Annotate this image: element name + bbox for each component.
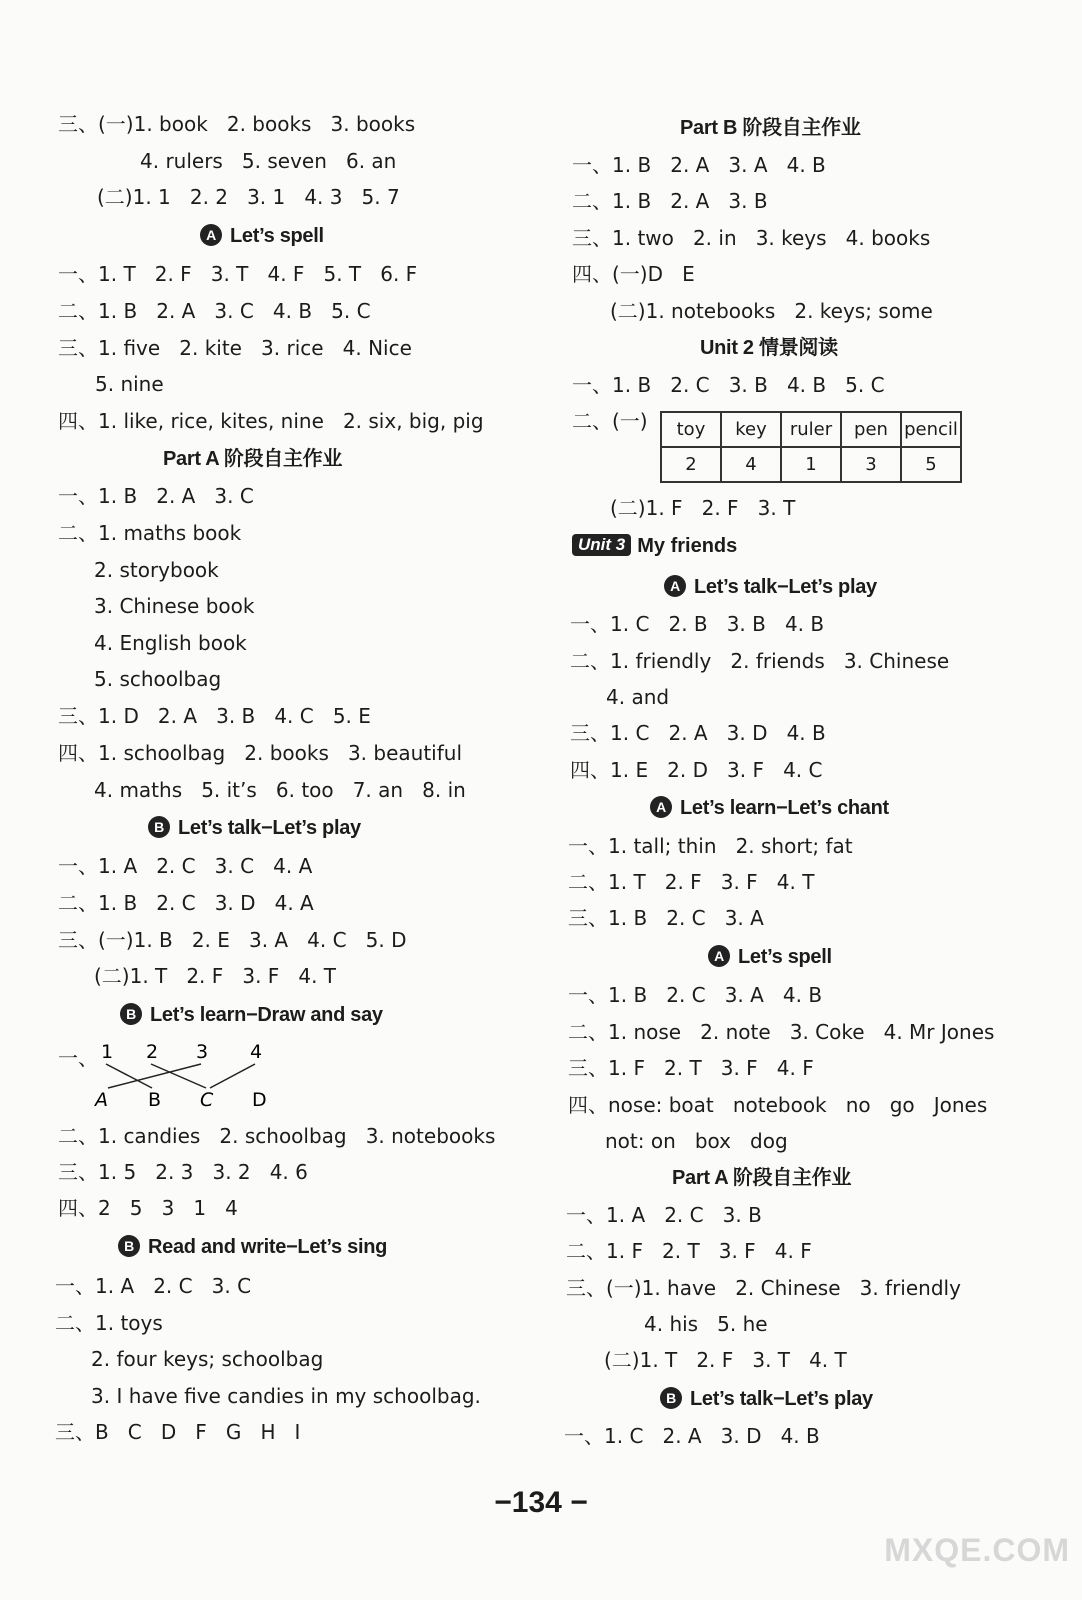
answer-line: 一、1. B 2. A 3. A 4. B bbox=[572, 153, 826, 177]
match-line bbox=[108, 1064, 201, 1088]
answer-line: 四、(一)D E bbox=[572, 262, 695, 286]
section-heading: B Let’s talk−Let’s play bbox=[660, 1385, 873, 1413]
answer-line: 一、1. A 2. C 3. C 4. A bbox=[58, 854, 313, 878]
answer-line: 一、1. B 2. C 3. A 4. B bbox=[568, 983, 823, 1007]
answer-line: 一、1. tall; thin 2. short; fat bbox=[568, 834, 853, 858]
answer-line: 二、1. B 2. A 3. C 4. B 5. C bbox=[58, 299, 371, 323]
section-badge-icon: B bbox=[660, 1387, 682, 1409]
answer-line: 3. I have five candies in my schoolbag. bbox=[91, 1384, 481, 1408]
answer-line: not: on box dog bbox=[605, 1129, 788, 1153]
unit-badge: Unit 3 bbox=[572, 534, 631, 556]
table-header-cell: pencil bbox=[901, 412, 961, 447]
answer-line: 2. four keys; schoolbag bbox=[91, 1347, 324, 1371]
answer-line: 四、1. E 2. D 3. F 4. C bbox=[570, 758, 823, 782]
answer-line: 三、(一)1. have 2. Chinese 3. friendly bbox=[566, 1276, 961, 1300]
answer-line: 一、1. T 2. F 3. T 4. F 5. T 6. F bbox=[58, 262, 418, 286]
section-heading: B Let’s learn−Draw and say bbox=[120, 1001, 383, 1029]
section-heading: A Let’s spell bbox=[708, 943, 832, 971]
section-heading: Part B 阶段自主作业 bbox=[680, 117, 861, 139]
table-row bbox=[661, 447, 961, 482]
table-cell: 1 bbox=[781, 447, 841, 482]
answer-line: 4. and bbox=[606, 685, 670, 709]
answer-line: (二)1. 1 2. 2 3. 1 4. 3 5. 7 bbox=[97, 185, 400, 209]
answer-line: 2. storybook bbox=[94, 558, 219, 582]
answer-line: 三、1. five 2. kite 3. rice 4. Nice bbox=[58, 336, 412, 360]
answer-line: 5. nine bbox=[95, 372, 164, 396]
table-header-cell: key bbox=[721, 412, 781, 447]
answer-line: 三、1. D 2. A 3. B 4. C 5. E bbox=[58, 704, 371, 728]
section-badge-icon: B bbox=[148, 816, 170, 838]
answer-line: 二、1. candies 2. schoolbag 3. notebooks bbox=[58, 1124, 496, 1148]
answer-line: 二、1. T 2. F 3. F 4. T bbox=[568, 870, 815, 894]
match-bottom-label: D bbox=[252, 1089, 267, 1111]
answer-line: 4. English book bbox=[94, 631, 247, 655]
table-header-cell: toy bbox=[661, 412, 721, 447]
section-badge-icon: A bbox=[664, 575, 686, 597]
answer-line: 三、(一)1. book 2. books 3. books bbox=[58, 112, 416, 136]
answer-line: (二)1. T 2. F 3. T 4. T bbox=[604, 1348, 847, 1372]
match-line bbox=[210, 1064, 255, 1088]
answer-line: 三、1. B 2. C 3. A bbox=[568, 906, 764, 930]
matching-diagram bbox=[88, 1038, 278, 1112]
answer-line: 一、 bbox=[58, 1046, 98, 1070]
answer-line: 三、B C D F G H I bbox=[55, 1420, 301, 1444]
answer-line: 4. maths 5. it’s 6. too 7. an 8. in bbox=[94, 778, 466, 802]
section-badge-icon: B bbox=[120, 1003, 142, 1025]
answer-line: 三、(一)1. B 2. E 3. A 4. C 5. D bbox=[58, 928, 407, 952]
answer-line: 3. Chinese book bbox=[94, 594, 255, 618]
section-heading: B Read and write−Let’s sing bbox=[118, 1233, 387, 1261]
table-cell: 4 bbox=[721, 447, 781, 482]
answer-line: (二)1. T 2. F 3. F 4. T bbox=[94, 964, 337, 988]
table-header-cell: ruler bbox=[781, 412, 841, 447]
answer-line: 4. his 5. he bbox=[644, 1312, 768, 1336]
answer-line: 四、2 5 3 1 4 bbox=[58, 1196, 238, 1220]
answer-table bbox=[660, 411, 962, 483]
match-top-label: 4 bbox=[250, 1041, 263, 1063]
answer-line: 二、1. nose 2. note 3. Coke 4. Mr Jones bbox=[568, 1020, 995, 1044]
section-heading: B Let’s talk−Let’s play bbox=[148, 814, 361, 842]
answer-line: (二)1. F 2. F 3. T bbox=[610, 496, 796, 520]
table-cell: 5 bbox=[901, 447, 961, 482]
match-bottom-label: A bbox=[95, 1089, 108, 1111]
answer-line: 二、1. F 2. T 3. F 4. F bbox=[566, 1239, 812, 1263]
table-header-cell: pen bbox=[841, 412, 901, 447]
answer-line: 二、1. B 2. A 3. B bbox=[572, 189, 768, 213]
answer-line: 一、1. C 2. B 3. B 4. B bbox=[570, 612, 825, 636]
section-badge-icon: A bbox=[650, 796, 672, 818]
answer-line: 二、1. B 2. C 3. D 4. A bbox=[58, 891, 314, 915]
answer-line: 一、1. C 2. A 3. D 4. B bbox=[564, 1424, 820, 1448]
unit-heading: Unit 3 My friends bbox=[572, 532, 737, 560]
section-heading: A Let’s learn−Let’s chant bbox=[650, 794, 889, 822]
section-heading: Part A 阶段自主作业 bbox=[672, 1167, 852, 1189]
answer-line: 四、1. schoolbag 2. books 3. beautiful bbox=[58, 741, 463, 765]
section-badge-icon: B bbox=[118, 1235, 140, 1257]
answer-line: 四、1. like, rice, kites, nine 2. six, big, pig bbox=[58, 409, 484, 433]
answer-line: 三、1. 5 2. 3 3. 2 4. 6 bbox=[58, 1160, 308, 1184]
answer-line: 二、(一) bbox=[572, 409, 648, 433]
table-row bbox=[661, 412, 961, 447]
match-bottom-label: C bbox=[200, 1089, 214, 1111]
page-number: −134 − bbox=[494, 1486, 588, 1519]
answer-line: 三、1. C 2. A 3. D 4. B bbox=[570, 721, 826, 745]
answer-line: (二)1. notebooks 2. keys; some bbox=[610, 299, 933, 323]
section-heading: Part A 阶段自主作业 bbox=[163, 448, 343, 470]
section-heading: A Let’s spell bbox=[200, 222, 324, 250]
answer-line: 一、1. A 2. C 3. B bbox=[566, 1203, 762, 1227]
answer-line: 一、1. B 2. C 3. B 4. B 5. C bbox=[572, 373, 885, 397]
answer-line: 一、1. A 2. C 3. C bbox=[55, 1274, 252, 1298]
answer-line: 三、1. F 2. T 3. F 4. F bbox=[568, 1056, 814, 1080]
match-bottom-label: B bbox=[148, 1089, 162, 1111]
table-cell: 2 bbox=[661, 447, 721, 482]
watermark: MXQE.COM bbox=[884, 1532, 1070, 1568]
match-top-label: 2 bbox=[146, 1041, 159, 1063]
match-line bbox=[106, 1064, 152, 1088]
answer-line: 4. rulers 5. seven 6. an bbox=[140, 149, 397, 173]
section-heading: Unit 2 情景阅读 bbox=[700, 337, 838, 359]
match-top-label: 3 bbox=[196, 1041, 209, 1063]
answer-line: 一、1. B 2. A 3. C bbox=[58, 484, 254, 508]
answer-line: 二、1. friendly 2. friends 3. Chinese bbox=[570, 649, 950, 673]
answer-line: 二、1. toys bbox=[55, 1311, 163, 1335]
table-cell: 3 bbox=[841, 447, 901, 482]
match-top-label: 1 bbox=[101, 1041, 114, 1063]
match-line bbox=[151, 1064, 206, 1088]
answer-line: 三、1. two 2. in 3. keys 4. books bbox=[572, 226, 931, 250]
answer-line: 四、nose: boat notebook no go Jones bbox=[568, 1093, 988, 1117]
answer-line: 5. schoolbag bbox=[94, 667, 222, 691]
section-heading: A Let’s talk−Let’s play bbox=[664, 573, 877, 601]
section-badge-icon: A bbox=[708, 945, 730, 967]
section-badge-icon: A bbox=[200, 224, 222, 246]
answer-line: 二、1. maths book bbox=[58, 521, 242, 545]
